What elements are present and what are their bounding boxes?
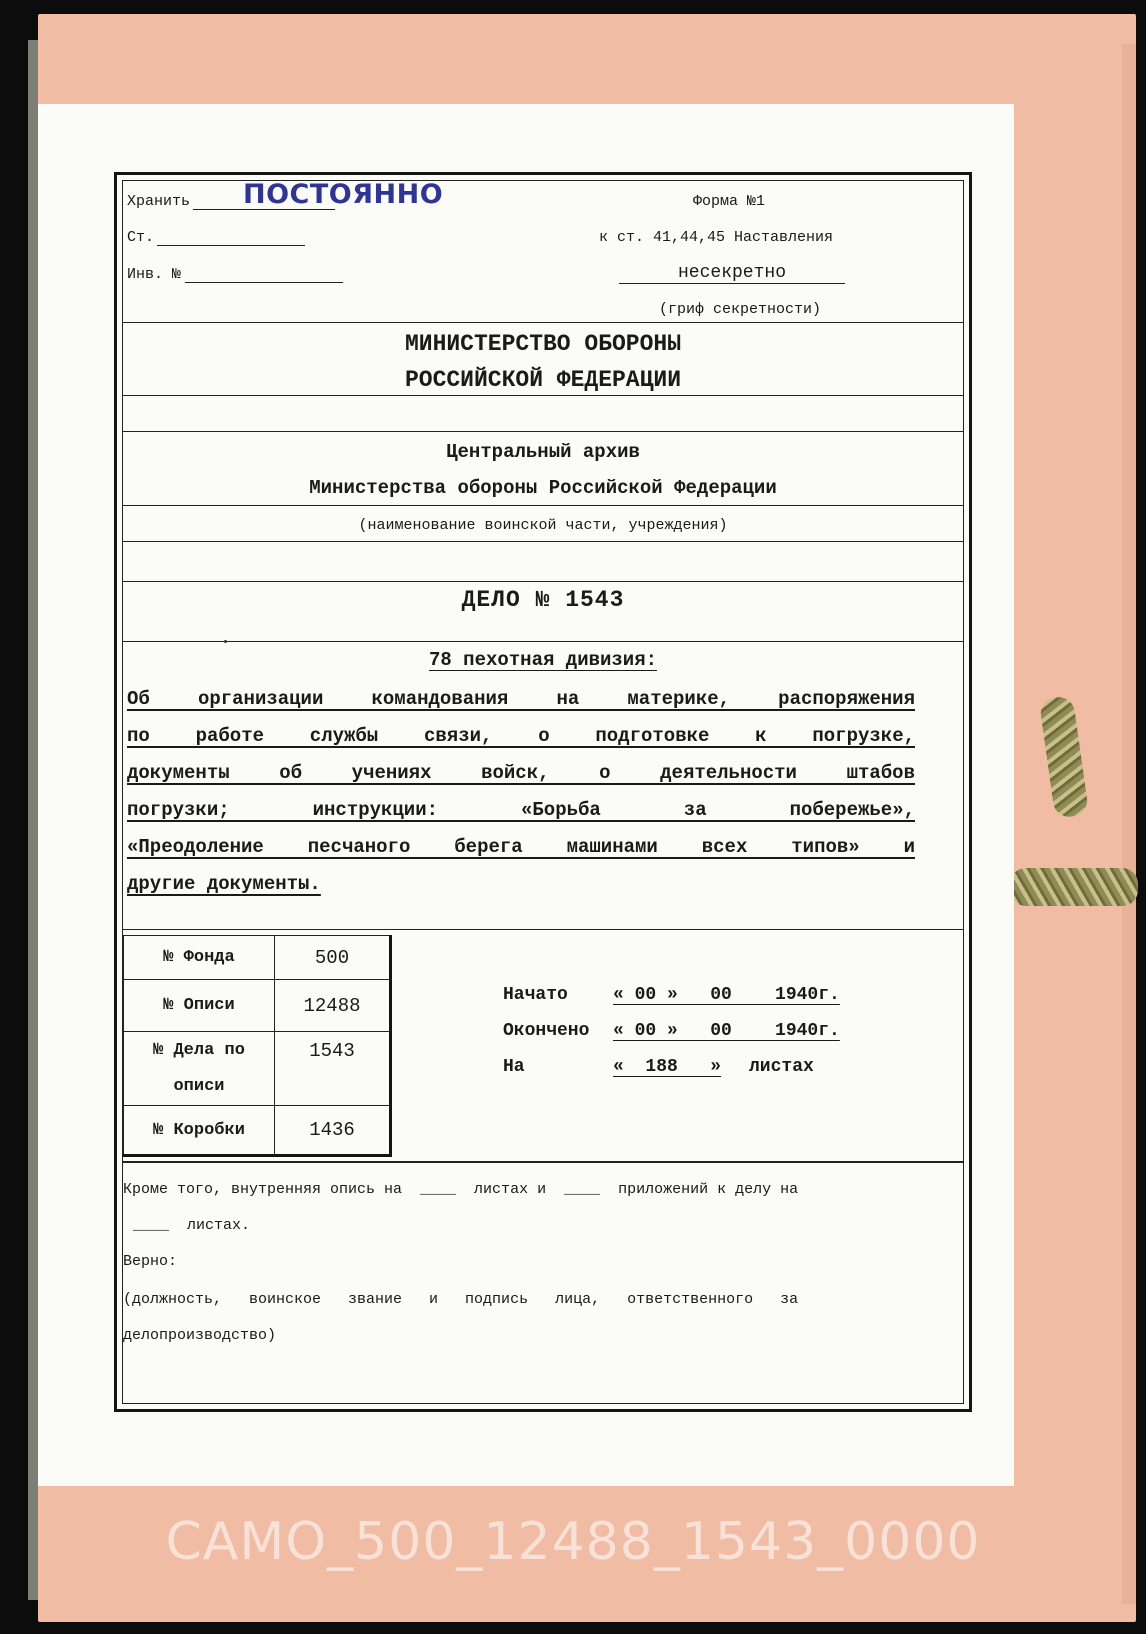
opis-value: 12488 (275, 980, 391, 1032)
case-title: ДЕЛО № 1543 (461, 587, 625, 613)
internal-sheets-line: ____ листах. (133, 1217, 251, 1234)
delo-label-line-2: описи (173, 1076, 225, 1096)
ended-value: « 00 » 00 1940г. (613, 1021, 840, 1041)
inventory-label: Инв. № (127, 266, 182, 283)
started-value: « 00 » 00 1940г. (613, 985, 840, 1005)
archive-watermark: CAMO_500_12488_1543_0000 (165, 1512, 981, 1572)
internal-inventory-line: Кроме того, внутренняя опись на ____ листах и ____ приложений к делу на (123, 1181, 799, 1198)
sheets-value: « 188 » (613, 1057, 722, 1077)
archive-caption: (наименование воинской части, учреждения) (358, 517, 728, 534)
divider (123, 322, 963, 323)
ink-speck (224, 640, 227, 643)
case-description (127, 681, 915, 903)
divider (123, 929, 963, 930)
fond-value: 500 (275, 936, 391, 980)
responsible-line-1: (должность, воинское звание и подпись лица, ответственного за (123, 1291, 799, 1308)
description-line: другие документы. (127, 873, 321, 895)
divider (123, 581, 963, 582)
opis-label: № Описи (124, 980, 275, 1032)
keep-stamp: ПОСТОЯННО (243, 179, 444, 210)
ministry-line-2: РОССИЙСКОЙ ФЕДЕРАЦИИ (404, 367, 682, 393)
box-value: 1436 (275, 1106, 391, 1156)
verified-label: Верно: (123, 1253, 178, 1270)
storage-row-fond (124, 936, 391, 980)
storage-row-opis (124, 980, 391, 1032)
divider (123, 505, 963, 506)
folder-tie-lower (1010, 868, 1138, 906)
divider (123, 1161, 963, 1163)
delo-label (124, 1032, 275, 1106)
storage-table (123, 935, 392, 1157)
classification-caption: (гриф секретности) (659, 301, 822, 318)
started-label: Начато (503, 985, 568, 1005)
article-label: Ст. (127, 229, 155, 246)
ended-label: Окончено (503, 1021, 590, 1041)
cover-form-inner (122, 180, 964, 1404)
fond-label: № Фонда (124, 936, 275, 980)
sheets-suffix: листах (749, 1057, 814, 1077)
divider (123, 641, 963, 642)
sheets-label: На (503, 1057, 525, 1077)
delo-value: 1543 (275, 1032, 391, 1106)
delo-label-line-1: № Дела по (153, 1040, 245, 1060)
folder-edge (1122, 44, 1136, 1604)
classification-value: несекретно (619, 263, 845, 284)
storage-row-delo (124, 1032, 391, 1106)
cover-form-frame (114, 172, 972, 1412)
responsible-line-2: делопроизводство) (123, 1327, 277, 1344)
description-line: погрузки; инструкции: «Борьба за побережье», (127, 799, 915, 821)
box-label: № Коробки (124, 1106, 275, 1156)
article-underline (157, 245, 305, 246)
folder-spine (28, 40, 38, 1600)
case-unit: 78 пехотная дивизия: (428, 649, 658, 671)
ministry-line-1: МИНИСТЕРСТВО ОБОРОНЫ (404, 331, 682, 357)
form-number: Форма №1 (693, 193, 766, 210)
inventory-underline (185, 282, 343, 283)
description-line: по работе службы связи, о подготовке к погрузке, (127, 725, 915, 747)
archive-line-1: Центральный архив (446, 441, 640, 463)
archive-line-2: Министерства обороны Российской Федерации (309, 477, 777, 499)
divider (123, 431, 963, 432)
description-line: «Преодоление песчаного берега машинами всех типов» и (127, 836, 915, 858)
description-line: документы об учениях войск, о деятельности штабов (127, 762, 915, 784)
divider (123, 541, 963, 542)
divider (123, 395, 963, 396)
keep-label: Хранить (127, 193, 191, 210)
instruction-reference: к ст. 41,44,45 Наставления (599, 229, 834, 246)
description-line: Об организации командования на материке, распоряжения (127, 688, 915, 710)
storage-row-box (124, 1106, 391, 1156)
